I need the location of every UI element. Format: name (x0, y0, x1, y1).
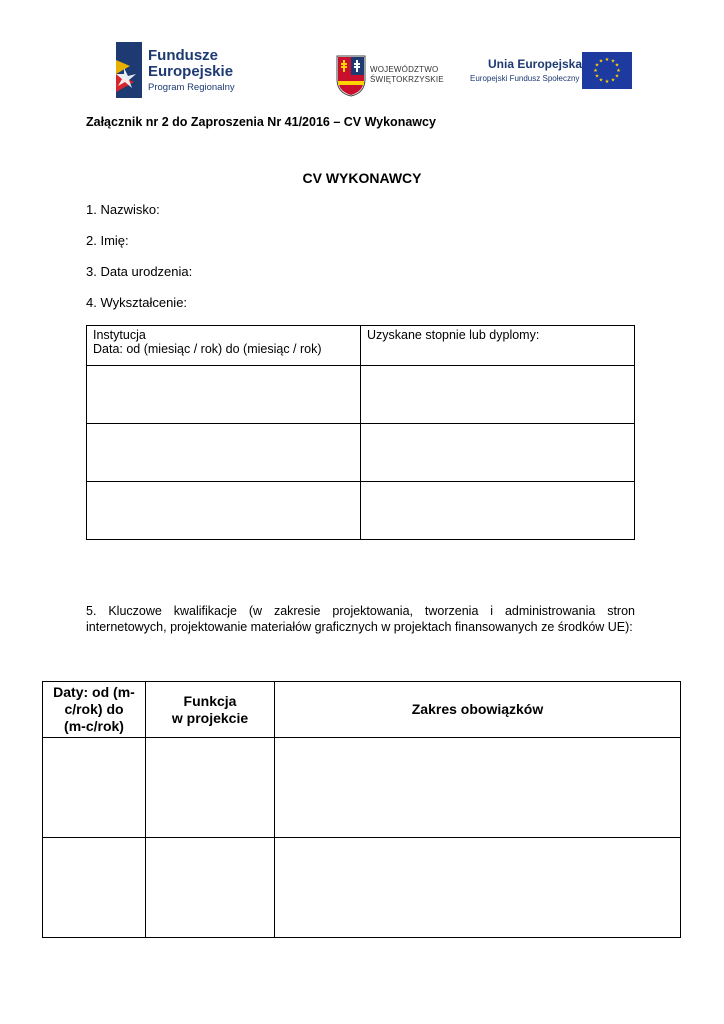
ws-line1: WOJEWÓDZTWO (370, 65, 439, 74)
ws-line2: ŚWIĘTOKRZYSKIE (370, 75, 444, 84)
table-row (87, 482, 635, 540)
table-cell[interactable] (87, 482, 361, 540)
experience-table (42, 681, 681, 938)
document-title: CV WYKONAWCY (302, 170, 422, 186)
svg-text:★: ★ (604, 79, 610, 85)
coat-of-arms-icon (336, 55, 366, 97)
experience-col-dates-line2: c/rok) do (64, 701, 124, 717)
svg-text:★: ★ (614, 73, 620, 80)
wojewodztwo-logo (336, 55, 446, 101)
svg-text:★: ★ (610, 77, 616, 84)
education-col-institution-line1: Instytucja (93, 328, 146, 342)
table-cell[interactable] (43, 838, 146, 938)
table-row (87, 424, 635, 482)
experience-col-dates-line1: Daty: od (m- (53, 684, 135, 700)
experience-col-dates-line3: (m-c/rok) (64, 718, 124, 734)
experience-col-function-line1: Funkcja (183, 692, 237, 709)
education-col-institution (87, 326, 361, 366)
svg-text:★: ★ (604, 57, 610, 63)
logo-header (0, 0, 724, 110)
fe-line1: Fundusze (148, 47, 218, 64)
education-table-header (87, 326, 635, 366)
svg-text:★: ★ (598, 77, 604, 84)
table-cell[interactable] (275, 738, 681, 838)
field-education: 4. Wykształcenie: (86, 295, 188, 310)
experience-col-dates (43, 682, 146, 738)
svg-text:★: ★ (610, 58, 616, 65)
qualifications-text: 5. Kluczowe kwalifikacje (w zakresie projektowania, tworzenia i administrowania stron internetowych, projektowanie materiałów graficznych w projektach finansowanych ze środków UE): (86, 604, 635, 634)
table-cell[interactable] (361, 366, 635, 424)
experience-col-function-line2: w projekcie (171, 709, 249, 726)
table-cell[interactable] (87, 424, 361, 482)
education-col-institution-line2: Data: od (miesiąc / rok) do (miesiąc / rok) (93, 342, 322, 356)
table-row (43, 738, 681, 838)
svg-text:★: ★ (593, 68, 598, 74)
experience-table-header (43, 682, 681, 738)
svg-text:★: ★ (614, 62, 620, 69)
field-first-name: 2. Imię: (86, 233, 129, 248)
svg-text:★: ★ (616, 68, 621, 74)
table-cell[interactable] (361, 424, 635, 482)
education-col-degrees: Uzyskane stopnie lub dyplomy: (361, 326, 635, 366)
table-cell[interactable] (87, 366, 361, 424)
svg-text:★: ★ (594, 62, 600, 69)
fe-star-graphic (112, 40, 146, 100)
fundusze-europejskie-logo (112, 40, 242, 102)
attachment-title: Załącznik nr 2 do Zaproszenia Nr 41/2016 – CV Wykonawcy (86, 115, 436, 129)
field-surname: 1. Nazwisko: (86, 202, 160, 217)
education-table (86, 325, 635, 540)
experience-col-duties: Zakres obowiązków (275, 682, 681, 738)
table-cell[interactable] (275, 838, 681, 938)
ue-line2: Europejski Fundusz Społeczny (470, 74, 580, 83)
unia-europejska-logo (470, 52, 635, 92)
fe-line3: Program Regionalny (148, 82, 235, 93)
svg-text:★: ★ (594, 73, 600, 80)
table-row (87, 366, 635, 424)
table-cell[interactable] (146, 838, 275, 938)
table-row (43, 838, 681, 938)
table-cell[interactable] (43, 738, 146, 838)
field-birth-date: 3. Data urodzenia: (86, 264, 193, 279)
table-cell[interactable] (361, 482, 635, 540)
ue-line1: Unia Europejska (488, 57, 583, 71)
fe-line2: Europejskie (148, 63, 234, 80)
eu-flag-icon (582, 52, 632, 89)
svg-text:★: ★ (598, 58, 604, 65)
experience-col-function (146, 682, 275, 738)
table-cell[interactable] (146, 738, 275, 838)
